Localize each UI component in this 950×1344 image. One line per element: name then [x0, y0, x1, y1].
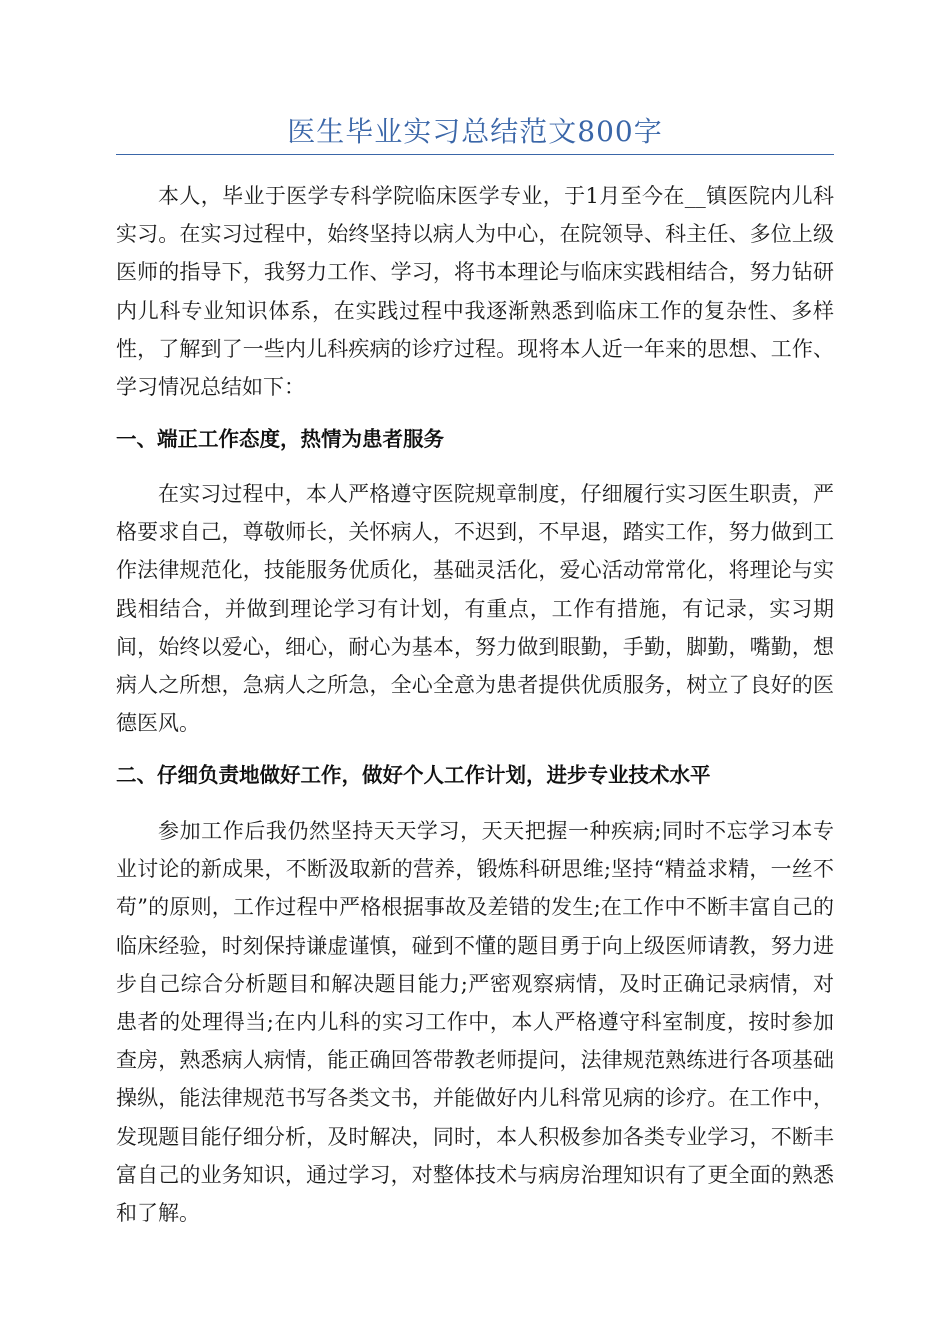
section-heading-1: 一、端正工作态度，热情为患者服务: [116, 427, 444, 451]
section-body-2: 参加工作后我仍然坚持天天学习，天天把握一种疾病;同时不忘学习本专业讨论的新成果，不断汲取新的营养，锻炼科研思维;坚持“精益求精，一丝不苟”的原则，工作过程中严格根据事故及差错的发生;在工作中不断丰富自己的临床经验，时刻保持谦虚谨慎，碰到不懂的题目勇于向上级医师请教，努力进步自己综合分析题目和解决题目能力;严密观察病情，及时正确记录病情，对患者的处理得当;在内儿科的实习工作中，本人严格遵守科室制度，按时参加查房，熟悉病人病情，能正确回答带教老师提问，法律规范熟练进行各项基础操纵，能法律规范书写各类文书，并能做好内儿科常见病的诊疗。在工作中，发现题目能仔细分析，及时解决，同时，本人积极参加各类专业学习，不断丰富自己的业务知识，通过学习，对整体技术与病房治理知识有了更全面的熟悉和了解。: [116, 819, 834, 1226]
intro-paragraph: 本人，毕业于医学专科学院临床医学专业，于1月至今在__镇医院内儿科实习。在实习过程中，始终坚持以病人为中心，在院领导、科主任、多位上级医师的指导下，我努力工作、学习，将书本理论与临床实践相结合，努力钻研内儿科专业知识体系，在实践过程中我逐渐熟悉到临床工作的复杂性、多样性，了解到了一些内儿科疾病的诊疗过程。现将本人近一年来的思想、工作、学习情况总结如下：: [116, 184, 834, 400]
section-heading-2: 二、仔细负责地做好工作，做好个人工作计划，进步专业技术水平: [116, 763, 711, 787]
document-title: 医生毕业实习总结范文800字: [287, 115, 663, 148]
section-body-1: 在实习过程中，本人严格遵守医院规章制度，仔细履行实习医生职责，严格要求自己，尊敬师长，关怀病人，不迟到，不早退，踏实工作，努力做到工作法律规范化，技能服务优质化，基础灵活化，爱心活动常常化，将理论与实践相结合，并做到理论学习有计划，有重点，工作有措施，有记录，实习期间，始终以爱心，细心，耐心为基本，努力做到眼勤，手勤，脚勤，嘴勤，想病人之所想，急病人之所急，全心全意为患者提供优质服务，树立了良好的医德医风。: [116, 482, 834, 736]
title-underline: [116, 154, 834, 155]
